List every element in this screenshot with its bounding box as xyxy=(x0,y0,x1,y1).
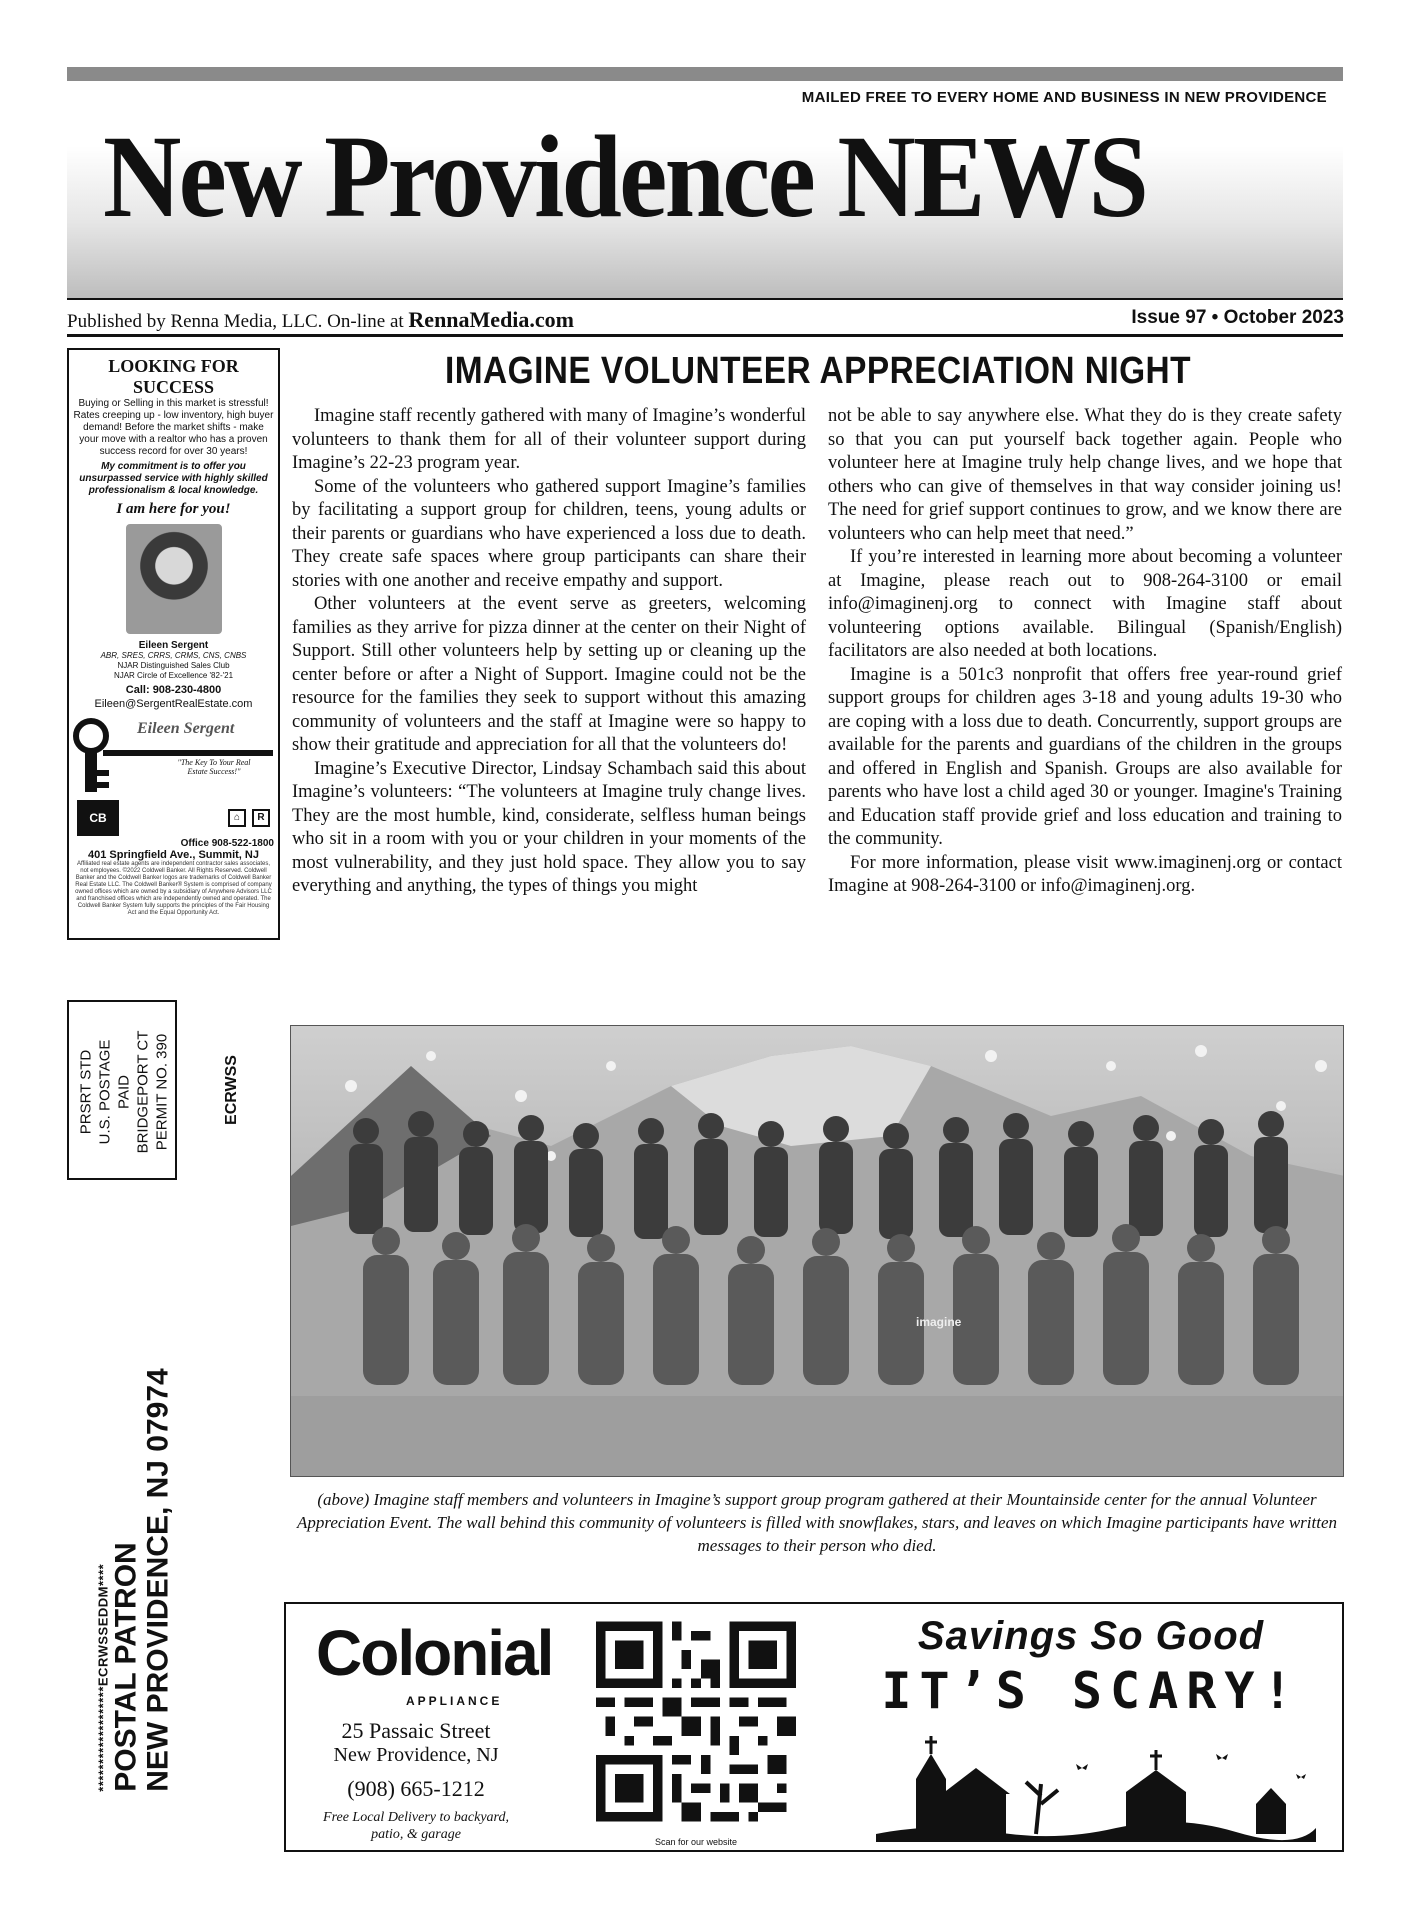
postal-patron: POSTAL PATRON xyxy=(109,1542,143,1792)
key-logo xyxy=(73,716,274,794)
equal-housing-icon: ⌂ xyxy=(228,809,246,827)
realtor-icon: R xyxy=(252,809,270,827)
photo-caption: (above) Imagine staff members and volunteers in Imagine’s support group program gathered at their Mountainside center for the annual Volunteer Appreciation Event. The wall behind this community of volunteers is filled with snowflakes, stars, and leaves on which Imagine participants have written messages to their person who died. xyxy=(296,1490,1338,1555)
coldwell-banker-logo: CB xyxy=(77,800,119,836)
ad-intro: Buying or Selling in this market is stressful! Rates creeping up - low inventory, high buyer demand! Before the market shifts - make your move with a realtor who has a proven success record for over 30 years! xyxy=(73,398,274,457)
ad-slogan-scary: IT’S SCARY! xyxy=(881,1662,1301,1720)
brand-logo: Colonial xyxy=(316,1617,553,1689)
qr-code[interactable] xyxy=(596,1614,796,1829)
ad-commitment: My commitment is to offer you unsurpassed service with highly skilled professionalism & local knowledge. xyxy=(79,461,268,496)
masthead-top-bar xyxy=(67,67,1343,81)
masthead xyxy=(67,81,1343,298)
masthead-rule xyxy=(67,298,1343,300)
masthead-bottom-rule xyxy=(67,334,1343,337)
store-phone: (908) 665-1212 xyxy=(347,1776,485,1801)
mailed-free-notice: MAILED FREE TO EVERY HOME AND BUSINESS IN NEW PROVIDENCE xyxy=(801,89,1327,106)
group-photo xyxy=(290,1025,1344,1477)
agent-credentials: ABR, SRES, CRRS, CRMS, CNS, CNBS xyxy=(100,651,247,660)
real-estate-ad xyxy=(67,348,280,940)
store-city: New Providence, NJ xyxy=(333,1744,499,1766)
ecrwss-label: ECRWSS xyxy=(223,1055,240,1125)
issue-date: Issue 97 • October 2023 xyxy=(1131,307,1344,328)
article-column-2 xyxy=(828,405,1342,899)
mailing-code: *******************ECRWSSEDDM**** xyxy=(95,1563,111,1792)
qr-caption: Scan for our website xyxy=(654,1837,738,1847)
shirt-text: imagine xyxy=(916,1315,962,1329)
article-column-1 xyxy=(292,405,806,899)
postage-indicia-text: PRSRT STD U.S. POSTAGE PAID BRIDGEPORT CT PERMIT NO. 390 xyxy=(77,1030,171,1154)
agent-club: NJAR Distinguished Sales Club xyxy=(117,661,230,670)
colonial-appliance-ad xyxy=(284,1602,1344,1852)
paragraph: Other volunteers at the event serve as greeters, welcoming families as they arrive for pizza dinner at the center on their Night of Support. Still other volunteers help by setting up or cleaning up the center before or after a Night of Support. Imagine could not be the resource for the families they seek to support without this amazing community of volunteers and the staff at Imagine were so happy to show their gratitude and appreciation for all that the volunteers do! xyxy=(292,594,806,755)
paragraph: not be able to say anywhere else. What they do is they create safety so that you can put yourself back together again. People who volunteer here at Imagine truly help change lives, and we hope that others who can give of themselves in that way consider joining us! The need for grief support continues to grow, and we know there are volunteers who can help meet that need.” xyxy=(828,406,1342,544)
paragraph: Some of the volunteers who gathered support Imagine’s families by facilitating a support group for children, teens, young adults or their parents or guardians who have experienced a loss due to death. They create safe spaces where group participants can share their stories with one another and receive empathy and support. xyxy=(292,476,806,591)
agent-email: Eileen@SergentRealEstate.com xyxy=(94,698,253,710)
paragraph: For more information, please visit www.imaginenj.org or contact Imagine at 908-264-3100 or info@imaginenj.org. xyxy=(828,852,1342,896)
agent-name: Eileen Sergent xyxy=(138,640,209,651)
broker-logos xyxy=(73,798,274,838)
postage-indicia xyxy=(67,1000,177,1180)
store-street: 25 Passaic Street xyxy=(341,1718,491,1743)
brand-subtitle: APPLIANCE xyxy=(406,1694,503,1708)
key-logo-name: Eileen Sergent xyxy=(137,720,235,737)
group-photo-illustration xyxy=(291,1026,1344,1477)
paragraph: Imagine is a 501c3 nonprofit that offers free year-round grief support groups for children ages 3-18 and young adults 19-30 who are coping with a loss due to death. Concurrently, support groups are available for the parents and guardians of the children in the groups and offered in English and Spanish. Groups are also available for parents who have lost a child aged 30 or younger. Imagine's Training and Education staff provide grief and loss education and training to the community. xyxy=(828,664,1342,849)
ad-slogan: Savings So Good xyxy=(917,1614,1265,1658)
newspaper-title: New Providence NEWS xyxy=(103,111,1147,242)
haunted-church-illustration xyxy=(876,1724,1316,1842)
agent-phone: Call: 908-230-4800 xyxy=(125,684,222,696)
fine-print: Affiliated real estate agents are independent contractor sales associates, not employees. ©2022 Coldwell Banker. All Rights Reserved. Coldwell Banker and the Coldwell Banker logos are trademarks of Coldwell Banker Real Estate LLC. The Coldwell Banker® System is comprised of company owned offices which are owned by a subsidiary of Anywhere Advisors LLC and franchised offices which are independently owned and operated. The Coldwell Banker System fully supports the principles of the Fair Housing Act and the Equal Opportunity Act. xyxy=(75,861,272,916)
mailing-address-block xyxy=(96,1368,175,1791)
paragraph: Imagine staff recently gathered with many of Imagine’s wonderful volunteers to thank them for all of their volunteer support during Imagine’s 22-23 program year. xyxy=(292,406,806,473)
publisher-text: Published by Renna Media, LLC. On-line at xyxy=(67,311,404,332)
agent-photo xyxy=(126,524,222,634)
ad-heading: LOOKING FOR SUCCESS xyxy=(108,356,239,397)
key-logo-tagline: "The Key To Your Real Estate Success!" xyxy=(177,758,251,776)
town-zip: NEW PROVIDENCE, NJ 07974 xyxy=(141,1368,175,1792)
paragraph: Imagine’s Executive Director, Lindsay Schambach said this about Imagine’s volunteers: “The volunteers at Imagine truly change lives. They are the most humble, kind, considerate, selfless human beings who sit in a room with you or your children in your moments of the most vulnerability, and they just hold space. They allow you to say everything and anything, the types of things you might xyxy=(292,758,806,896)
publisher-site-link[interactable]: RennaMedia.com xyxy=(408,307,575,332)
paragraph: If you’re interested in learning more about becoming a volunteer at Imagine, please reach out to 908-264-3100 or email info@imaginenj.org to connect with Imagine staff about volunteering options available. Bilingual (Spanish/English) facilitators are also needed at both locations. xyxy=(828,547,1342,661)
office-phone: Office 908-522-1800 xyxy=(180,838,274,849)
publisher-line xyxy=(67,307,574,333)
agent-circle: NJAR Circle of Excellence '82-'21 xyxy=(113,671,234,680)
ad-tagline: I am here for you! xyxy=(116,501,231,517)
article-headline: IMAGINE VOLUNTEER APPRECIATION NIGHT xyxy=(445,350,1191,392)
delivery-note: Free Local Delivery to backyard, patio, & garage xyxy=(323,1810,509,1842)
office-address: 401 Springfield Ave., Summit, NJ xyxy=(88,849,259,861)
